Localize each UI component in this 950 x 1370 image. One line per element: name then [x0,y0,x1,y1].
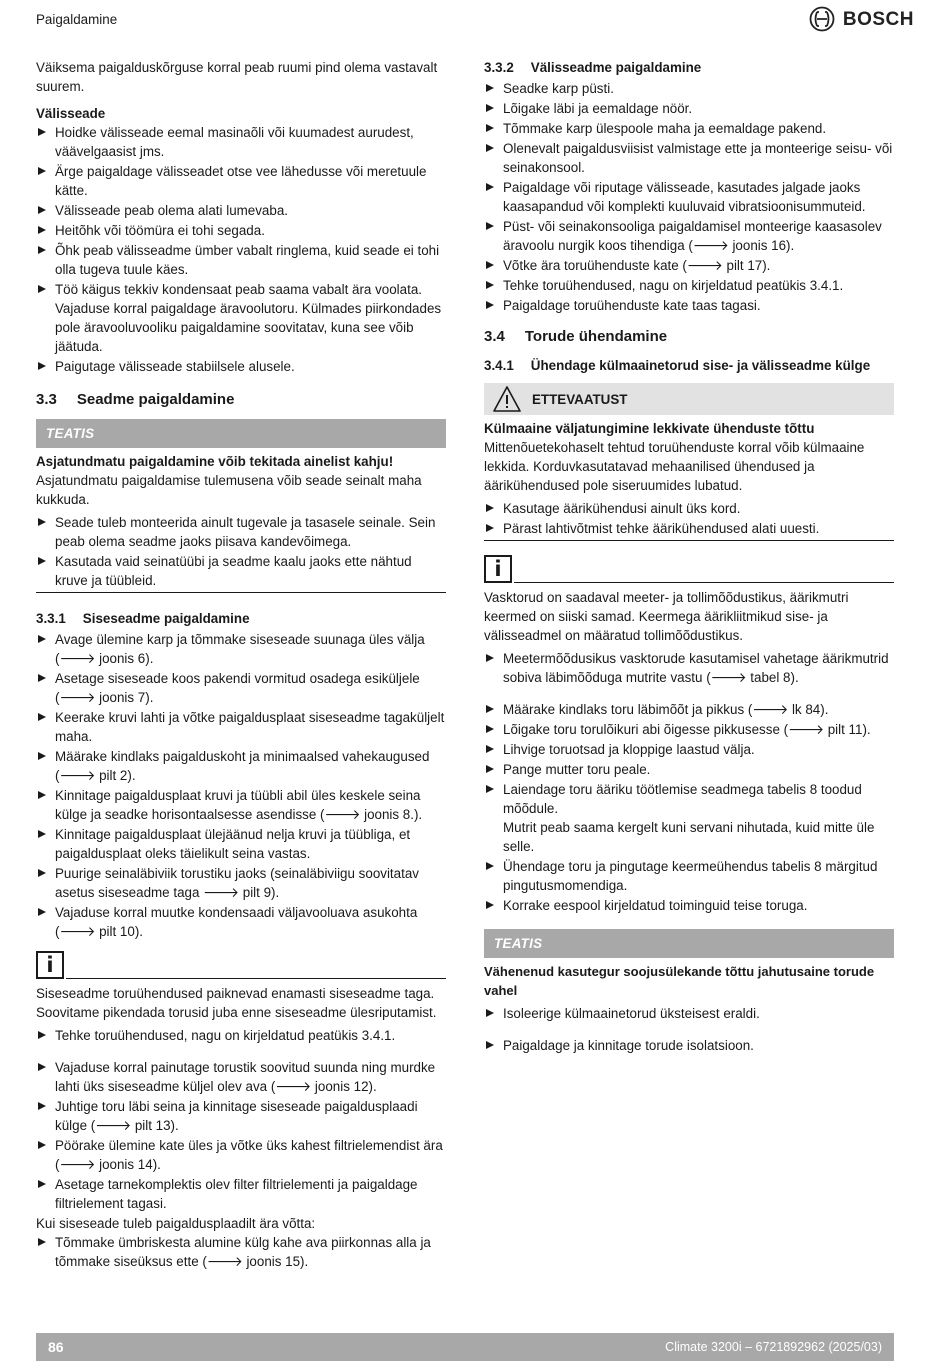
warning-steps [484,499,894,538]
list-item [484,780,894,856]
section-heading-3-3-2 [484,58,894,77]
section-number: 3.3.1 [36,611,66,626]
list-item: Heitõhk või töömüra ei tohi segada. [36,221,446,240]
pipe-steps [484,700,894,915]
list-item: Ärge paigaldage välisseadet otse vee lähedusse või meretuule kätte. [36,162,446,200]
section-title: Ühendage külmaainetorud sise- ja välisseadme külge [530,358,871,373]
section-title: Seadme paigaldamine [76,391,235,408]
list-item: Püst- või seinakonsooliga paigaldamisel monteerige kaasasolev äravoolu nurgik koos tihendiga (🡒 joonis 16). [484,217,894,255]
list-item: Seadke karp püsti. [484,79,894,98]
page-header [36,6,914,34]
divider [66,978,446,979]
list-item: Avage ülemine karp ja tõmmake siseseade suunaga üles välja (🡒 joonis 6). [36,630,446,668]
section-number: 3.3 [36,391,57,408]
list-item: Kasutage äärikühendusi ainult üks kord. [484,499,894,518]
list-item: Korrake eespool kirjeldatud toiminguid teise toruga. [484,896,894,915]
page-number: 86 [48,1338,64,1355]
info-text: Siseseadme toruühendused paiknevad enamasti siseseadme taga. Soovitame pikendada torusid juba enne siseseadme ülesriputamist. [36,986,437,1020]
warning-banner [484,383,894,415]
final-steps [484,1036,894,1055]
info-text: Vasktorud on saadaval meeter- ja tollimõõdustikus, äärikmutri keermed on siiski samad. Keermega äärikliitmikud sise- ja välisseadmel on määratud tollimõõdustikus. [484,590,849,643]
list-item: Määrake kindlaks paigalduskoht ja minimaalsed vahekaugused (🡒 pilt 2). [36,747,446,785]
section-title: Torude ühendamine [524,328,668,345]
list-item: Paigaldage või riputage välisseade, kasutades jalgade jaoks kaasapandud või komplekti kuuluvaid vibratsioonisummuteid. [484,178,894,216]
section-heading-3-4 [484,327,894,346]
section-label: Paigaldamine [36,12,118,27]
spacer [484,688,894,700]
list-item: Vajaduse korral painutage torustik soovitud suunda ning murdke lahti üks siseseadme küljel olev ava (🡒 joonis 12). [36,1058,446,1096]
list-item: Puurige seinaläbiviik torustiku jaoks (seinaläbiviigu soovitatav asetus siseseadme taga 🡒 pilt 9). [36,864,446,902]
warning-text: Mittenõuetekohaselt tehtud toruühenduste korral võib külmaaine lekkida. Korduvkasutatavad mehaanilised ühendused ja äärikühendused pole siseruumides lubatud. [484,440,865,493]
list-item: Paigaldage toruühenduste kate taas tagasi. [484,296,894,315]
list-item: Olenevalt paigaldusviisist valmistage ette ja monteerige seisu- või seinakonsool. [484,139,894,177]
divider [484,540,894,541]
document-reference: Climate 3200i – 6721892962 (2025/03) [665,1339,882,1354]
info-icon: i [36,951,64,979]
outdoor-title: Välisseade [36,106,106,121]
warning-label: ETTEVAATUST [532,391,628,407]
indoor-steps-more [36,1058,446,1213]
section-number: 3.4.1 [484,358,514,373]
left-column [36,58,446,1272]
section-title: Siseseadme paigaldamine [82,611,250,626]
notice-text: Asjatundmatu paigaldamise tulemusena võib seade seinalt maha kukkuda. [36,473,422,507]
list-item: Isoleerige külmaainetorud üksteisest eraldi. [484,1004,894,1023]
warning-triangle-icon [492,385,522,413]
remove-text: Kui siseseade tuleb paigaldusplaadilt ära võtta: [36,1216,316,1231]
list-item: Lõigake toru torulõikuri abi õigesse pikkusesse (🡒 pilt 11). [484,720,894,739]
spacer [36,1046,446,1058]
bosch-logo [809,6,914,32]
list-item: Ühendage toru ja pingutage keermeühendus tabelis 8 märgitud pingutusmomendiga. [484,857,894,895]
intro-text: Väiksema paigalduskõrguse korral peab ruumi pind olema vastavalt suurem. [36,60,438,94]
list-item: Vajaduse korral muutke kondensaadi väljavooluava asukohta (🡒 pilt 10). [36,903,446,941]
info-icon: i [484,555,512,583]
brand-name: BOSCH [842,8,914,30]
notice-steps [484,1004,894,1023]
warning-title: Külmaaine väljatungimine lekkivate ühenduste tõttu [484,421,815,436]
list-item: Tehke toruühendused, nagu on kirjeldatud peatükis 3.4.1. [484,276,894,295]
list-item: Kinnitage paigaldusplaat ülejäänud nelja kruvi ja tüübliga, et paigaldusplaat oleks täielikult seina vastas. [36,825,446,863]
remove-steps [36,1233,446,1271]
notice-title: Asjatundmatu paigaldamine võib tekitada ainelist kahju! [36,454,394,469]
list-item: Lihvige toruotsad ja kloppige laastud välja. [484,740,894,759]
section-heading-3-3-1 [36,609,446,628]
list-item: Töö käigus tekkiv kondensaat peab saama vabalt ära voolata. Vajaduse korral paigaldage äravoolutoru. Külmades piirkondades pole äravooluvooliku paigaldamine soovitatav, kuna see võib jäätuda. [36,280,446,356]
outdoor-steps [36,123,446,376]
section-title: Välisseadme paigaldamine [530,60,702,75]
list-item: Määrake kindlaks toru läbimõõt ja pikkus (🡒 lk 84). [484,700,894,719]
list-item: Tõmmake karp ülespoole maha ja eemaldage pakend. [484,119,894,138]
notice-steps [36,513,446,590]
list-item: Tõmmake ümbriskesta alumine külg kahe ava piirkonnas alla ja tõmmake siseüksus ette (🡒 joonis 15). [36,1233,446,1271]
section-heading-3-4-1 [484,356,894,375]
list-item: Seade tuleb monteerida ainult tugevale ja tasasele seinale. Sein peab olema seadme jaoks piisava kandevõimega. [36,513,446,551]
info-steps [36,1026,446,1045]
list-item: Tehke toruühendused, nagu on kirjeldatud peatükis 3.4.1. [36,1026,446,1045]
list-item: Õhk peab välisseadme ümber vabalt ringlema, kuid seade ei tohi olla tugeva tuule käes. [36,241,446,279]
section-heading-3-3 [36,390,446,409]
page-footer [36,1333,894,1361]
list-item: Pöörake ülemine kate üles ja võtke üks kahest filtrielemendist ära (🡒 joonis 14). [36,1136,446,1174]
indoor-steps [36,630,446,941]
list-item: Paigutage välisseade stabiilsele alusele. [36,357,446,376]
list-item: Hoidke välisseade eemal masinaõli või kuumadest aurudest, väävelgaasist jms. [36,123,446,161]
right-column [484,58,894,1056]
list-item: Juhtige toru läbi seina ja kinnitage siseseade paigaldusplaadi külge (🡒 pilt 13). [36,1097,446,1135]
outdoor-install-steps [484,79,894,315]
info-note [36,951,446,979]
list-item: Kasutada vaid seinatüübi ja seadme kaalu jaoks ette nähtud kruve ja tüübleid. [36,552,446,590]
list-item: Keerake kruvi lahti ja võtke paigaldusplaat siseseadme tagaküljelt maha. [36,708,446,746]
notice-banner: TEATIS [484,929,894,958]
list-item: Pange mutter toru peale. [484,760,894,779]
bosch-armature-icon [809,6,835,32]
list-item: Välisseade peab olema alati lumevaba. [36,201,446,220]
info-note [484,555,894,583]
list-item: Asetage siseseade koos pakendi vormitud osadega esiküljele (🡒 joonis 7). [36,669,446,707]
list-item: Lõigake läbi ja eemaldage nöör. [484,99,894,118]
info-steps [484,649,894,687]
list-item: Kinnitage paigaldusplaat kruvi ja tüübli abil üles keskele seina külge ja seadke horisontaalsesse asendisse (🡒 joonis 8.). [36,786,446,824]
spacer [484,1024,894,1036]
notice-banner: TEATIS [36,419,446,448]
list-item: Asetage tarnekomplektis olev filter filtrielementi ja paigaldage filtrielement tagasi. [36,1175,446,1213]
list-item: Pärast lahtivõtmist tehke äärikühendused alati uuesti. [484,519,894,538]
divider [514,582,894,583]
section-number: 3.3.2 [484,60,514,75]
list-item-subtext: Mutrit peab saama kergelt kuni servani nihutada, kuid mitte üle selle. [503,820,875,854]
notice-title: Vähenenud kasutegur soojusülekande tõttu jahutusaine torude vahel [484,964,875,998]
list-item: Paigaldage ja kinnitage torude isolatsioon. [484,1036,894,1055]
list-item-text: Laiendage toru ääriku töötlemise seadmega tabelis 8 toodud mõõdule. [503,782,862,816]
divider [36,592,446,593]
list-item: Meetermõõdusikus vasktorude kasutamisel vahetage äärikmutrid sobiva läbimõõduga mutrite vastu (🡒 tabel 8). [484,649,894,687]
list-item: Võtke ära toruühenduste kate (🡒 pilt 17). [484,256,894,275]
section-number: 3.4 [484,328,505,345]
